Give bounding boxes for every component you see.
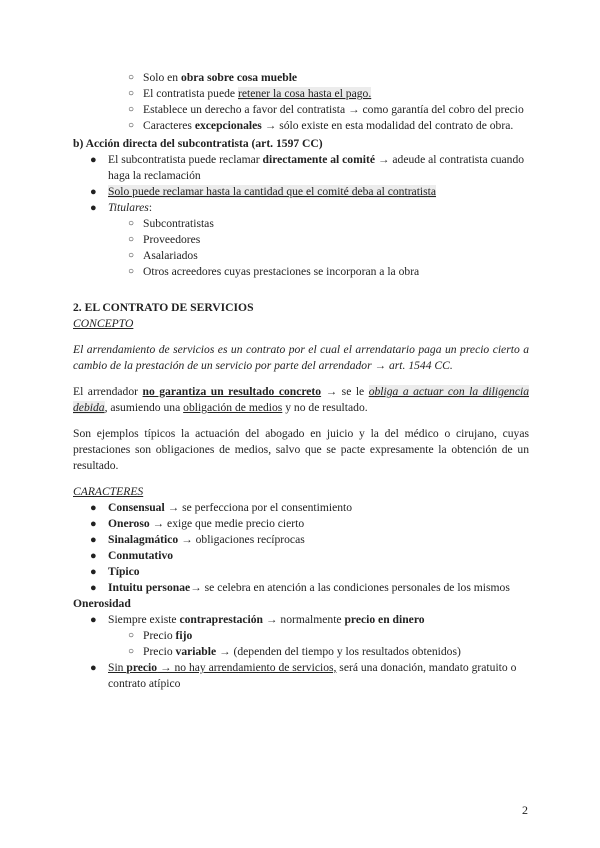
item-bold: Intuitu personae bbox=[108, 581, 191, 594]
item-underline: Sin bbox=[108, 661, 127, 674]
item-text: → obligaciones recíprocas bbox=[178, 533, 305, 546]
item-bold: Sinalagmático bbox=[108, 533, 179, 546]
underline: obligación de medios bbox=[183, 401, 283, 414]
paragraph bbox=[73, 384, 529, 416]
hollow-bullet-icon: ○ bbox=[128, 104, 135, 115]
hollow-bullet-icon: ○ bbox=[128, 646, 135, 657]
subsection-heading: Onerosidad bbox=[73, 597, 131, 610]
item-text: → sólo existe en esta modalidad del contrato de obra. bbox=[261, 119, 514, 132]
list-item bbox=[73, 86, 529, 102]
list-item bbox=[73, 118, 529, 134]
bullet-icon: ● bbox=[90, 566, 97, 578]
item-bold: obra sobre cosa mueble bbox=[181, 71, 298, 84]
list-item bbox=[73, 70, 529, 86]
list-item bbox=[73, 184, 529, 200]
item-text: → se perfecciona por el consentimiento bbox=[164, 501, 353, 514]
text: → se le bbox=[321, 385, 369, 398]
bullet-icon: ● bbox=[90, 202, 97, 214]
bullet-icon: ● bbox=[90, 186, 97, 198]
list-item bbox=[73, 580, 529, 596]
bullet-icon: ● bbox=[90, 502, 97, 514]
section-title: 2. EL CONTRATO DE SERVICIOS bbox=[73, 301, 254, 314]
section-heading: b) Acción directa del subcontratista (art. 1597 CC) bbox=[73, 137, 323, 150]
item-bold: Típico bbox=[108, 565, 140, 578]
bullet-icon: ● bbox=[90, 582, 97, 594]
bullet-icon: ● bbox=[90, 518, 97, 530]
list-item bbox=[73, 564, 529, 580]
subsection-label: CARACTERES bbox=[73, 485, 144, 498]
list-item bbox=[73, 264, 529, 280]
list-item bbox=[73, 644, 529, 660]
hollow-bullet-icon: ○ bbox=[128, 120, 135, 131]
item-text: será una donación, mandato gratuito o contrato atípico bbox=[108, 661, 517, 690]
bullet-icon: ● bbox=[90, 154, 97, 166]
item-text: Asalariados bbox=[143, 249, 198, 262]
item-bold: excepcionales bbox=[194, 119, 262, 132]
item-text: Precio bbox=[143, 645, 176, 658]
text: y no de resultado. bbox=[282, 401, 368, 414]
item-bold: Conmutativo bbox=[108, 549, 174, 562]
list-item bbox=[73, 548, 529, 564]
hollow-bullet-icon: ○ bbox=[128, 72, 135, 83]
item-bold: directamente al comité bbox=[262, 153, 375, 166]
item-highlight: retener la cosa hasta el pago. bbox=[237, 87, 372, 100]
item-underline: → no hay arrendamiento de servicios, bbox=[157, 661, 337, 674]
list-item bbox=[73, 660, 529, 692]
hollow-bullet-icon: ○ bbox=[128, 218, 135, 229]
hollow-bullet-icon: ○ bbox=[128, 88, 135, 99]
item-bold: Consensual bbox=[108, 501, 165, 514]
item-text: → se celebra en atención a las condiciones personales de los mismos bbox=[190, 581, 510, 594]
item-text: Siempre existe bbox=[108, 613, 180, 626]
item-bold: fijo bbox=[175, 629, 193, 642]
bullet-icon: ● bbox=[90, 614, 97, 626]
bullet-icon: ● bbox=[90, 550, 97, 562]
item-text: : bbox=[148, 201, 153, 214]
item-text: → exige que medie precio cierto bbox=[149, 517, 305, 530]
item-bold: precio bbox=[126, 661, 158, 674]
item-bold: Oneroso bbox=[108, 517, 150, 530]
list-item bbox=[73, 232, 529, 248]
hollow-bullet-icon: ○ bbox=[128, 266, 135, 277]
bullet-icon: ● bbox=[90, 662, 97, 674]
list-item bbox=[73, 516, 529, 532]
bullet-icon: ● bbox=[90, 534, 97, 546]
item-text: Precio bbox=[143, 629, 176, 642]
list-item bbox=[73, 628, 529, 644]
item-highlight: Solo puede reclamar hasta la cantidad que el comité deba al contratista bbox=[108, 185, 437, 198]
subsection-label: CONCEPTO bbox=[73, 317, 134, 330]
item-text: Caracteres bbox=[143, 119, 195, 132]
document-page bbox=[73, 70, 529, 692]
item-text: → (dependen del tiempo y los resultados obtenidos) bbox=[216, 645, 461, 658]
item-bold: contraprestación bbox=[179, 613, 263, 626]
item-text: Solo en bbox=[143, 71, 182, 84]
list-item bbox=[73, 248, 529, 264]
item-text: → adeude al contratista cuando haga la reclamación bbox=[108, 153, 525, 182]
text: , asumiendo una bbox=[104, 401, 184, 414]
item-text: El contratista puede bbox=[143, 87, 238, 100]
hollow-bullet-icon: ○ bbox=[128, 250, 135, 261]
item-text: El subcontratista puede reclamar bbox=[108, 153, 263, 166]
item-text: Subcontratistas bbox=[143, 217, 214, 230]
list-item bbox=[73, 500, 529, 516]
item-bold: precio en dinero bbox=[344, 613, 425, 626]
item-text: → normalmente bbox=[263, 613, 345, 626]
italic-highlight: obliga a actuar con la diligencia debida bbox=[73, 385, 530, 414]
item-text: Establece un derecho a favor del contratista → como garantía del cobro del precio bbox=[143, 103, 524, 116]
text: El arrendador bbox=[73, 385, 143, 398]
list-item bbox=[73, 152, 529, 184]
page-number: 2 bbox=[522, 803, 528, 817]
paragraph: Son ejemplos típicos la actuación del abogado en juicio y la del médico o cirujano, cuyas prestaciones son obligaciones de medios, salvo que se pacte expresamente la obtención de un resultado. bbox=[73, 427, 529, 472]
list-item bbox=[73, 102, 529, 118]
item-text: Proveedores bbox=[143, 233, 201, 246]
list-item bbox=[73, 200, 529, 216]
definition-paragraph: El arrendamiento de servicios es un contrato por el cual el arrendatario paga un precio cierto a cambio de la prestación de un servicio por parte del arrendador → art. 1544 CC. bbox=[73, 343, 529, 372]
list-item bbox=[73, 216, 529, 232]
bold-underline: no garantiza un resultado concreto bbox=[142, 385, 322, 398]
hollow-bullet-icon: ○ bbox=[128, 630, 135, 641]
hollow-bullet-icon: ○ bbox=[128, 234, 135, 245]
item-italic: Titulares bbox=[108, 201, 149, 214]
list-item bbox=[73, 532, 529, 548]
item-bold: variable bbox=[175, 645, 217, 658]
item-text: Otros acreedores cuyas prestaciones se incorporan a la obra bbox=[143, 265, 420, 278]
list-item bbox=[73, 612, 529, 628]
